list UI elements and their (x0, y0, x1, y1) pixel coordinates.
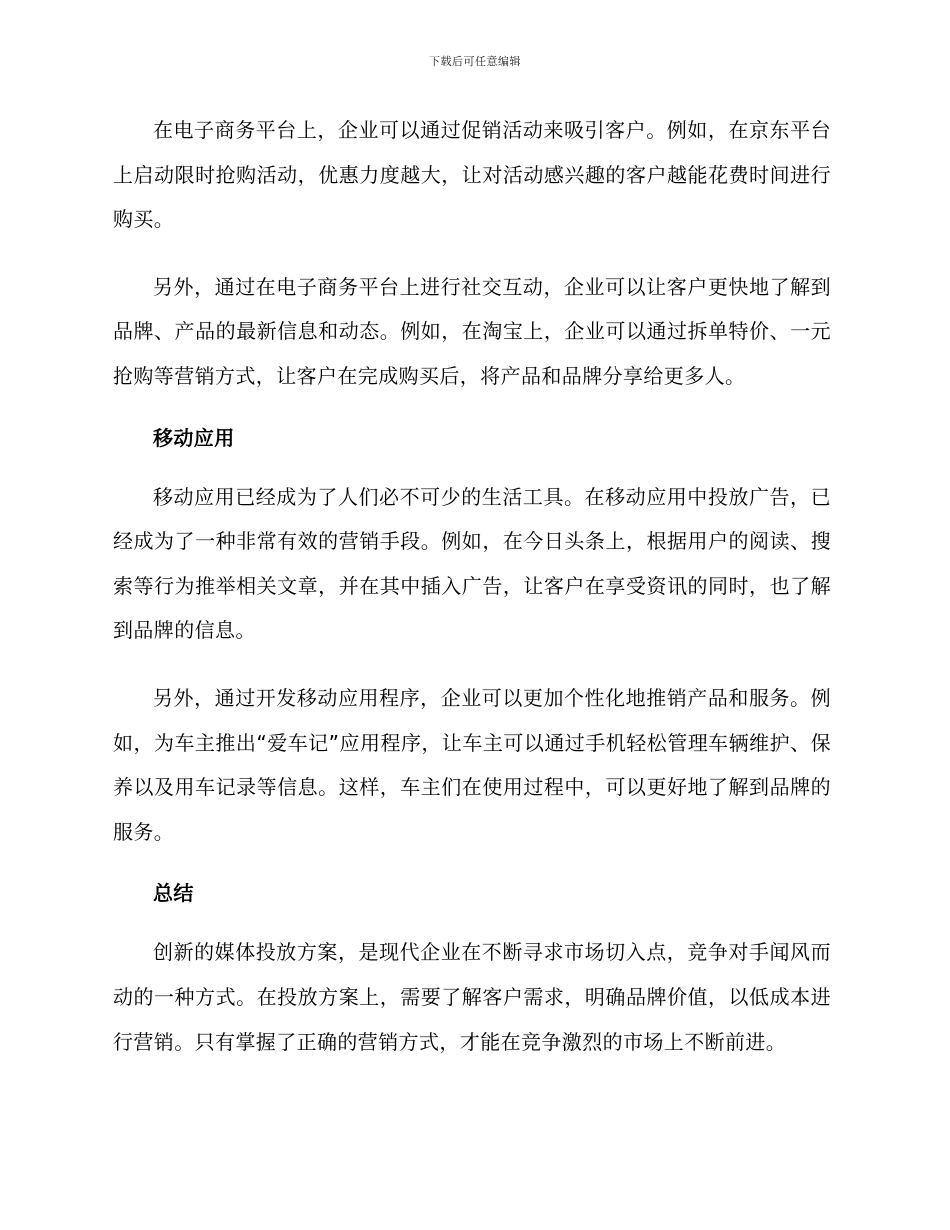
paragraph-ecommerce-promotion: 在电子商务平台上，企业可以通过促销活动来吸引客户。例如，在京东平台上启动限时抢购活动，优惠力度越大，让对活动感兴趣的客户越能花费时间进行购买。 (113, 118, 831, 232)
section-heading-mobile-apps: 移动应用 (153, 425, 235, 450)
page-header: 下载后可任意编辑 (429, 55, 521, 68)
paragraph-ecommerce-social: 另外，通过在电子商务平台上进行社交互动，企业可以让客户更快地了解到品牌、产品的最新信息和动态。例如，在淘宝上，企业可以通过拆单特价、一元抢购等营销方式，让客户在完成购买后，将产品和品牌分享给更多人。 (113, 274, 831, 388)
paragraph-mobile-ads: 移动应用已经成为了人们必不可少的生活工具。在移动应用中投放广告，已经成为了一种非常有效的营销手段。例如，在今日头条上，根据用户的阅读、搜索等行为推举相关文章，并在其中插入广告，让客户在享受资讯的同时，也了解到品牌的信息。 (113, 484, 831, 643)
document-body (113, 108, 831, 1087)
section-heading-summary: 总结 (153, 881, 194, 906)
paragraph-summary: 创新的媒体投放方案，是现代企业在不断寻求市场切入点，竞争对手闻风而动的一种方式。在投放方案上，需要了解客户需求，明确品牌价值，以低成本进行营销。只有掌握了正确的营销方式，才能在竞争激烈的市场上不断前进。 (113, 940, 831, 1054)
paragraph-mobile-app-development: 另外，通过开发移动应用程序，企业可以更加个性化地推销产品和服务。例如，为车主推出“爱车记”应用程序，让车主可以通过手机轻松管理车辆维护、保养以及用车记录等信息。这样，车主们在使用过程中，可以更好地了解到品牌的服务。 (113, 685, 831, 844)
